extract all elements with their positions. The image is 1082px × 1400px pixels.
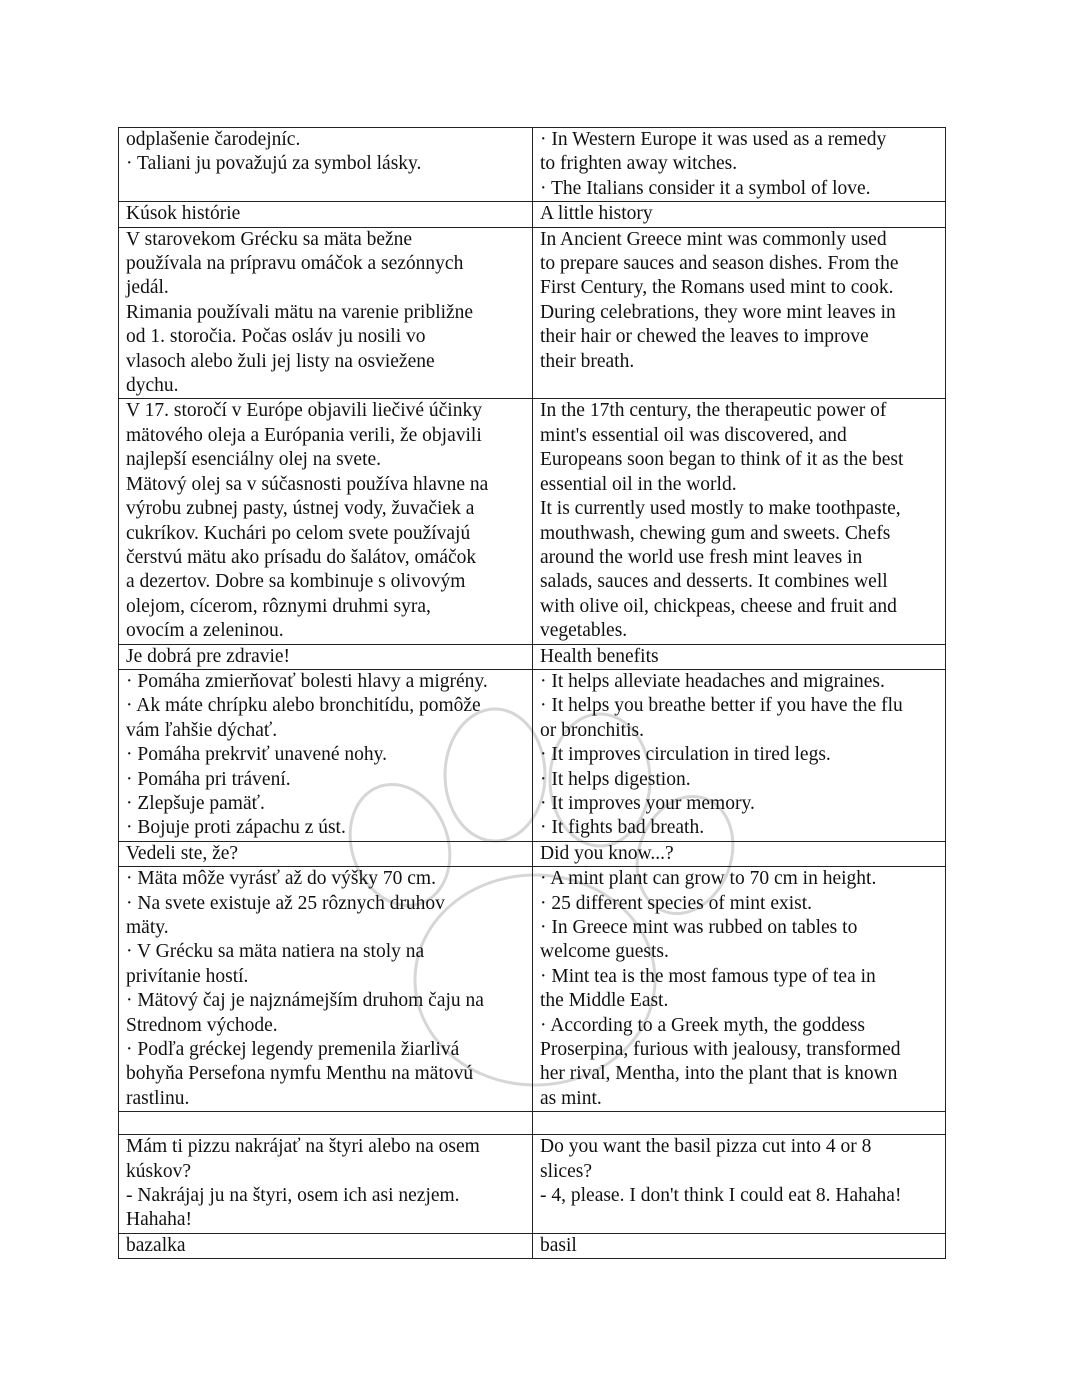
table-row (119, 1233, 946, 1258)
english-cell: · It helps alleviate headaches and migraines. · It helps you breathe better if you have the flu or bronchitis. · It improves circulation in tired legs. · It helps digestion. · It improves your memory. · It fights bad breath. (533, 669, 946, 841)
english-cell: In Ancient Greece mint was commonly used to prepare sauces and season dishes. From the First Century, the Romans used mint to cook. During celebrations, they wore mint leaves in their hair or chewed the leaves to improve their breath. (533, 227, 946, 399)
table-row (119, 399, 946, 644)
english-heading-cell: A little history (533, 202, 946, 227)
slovak-heading-cell: Vedeli ste, že? (119, 841, 533, 866)
slovak-cell (119, 1112, 533, 1135)
english-cell (533, 1112, 946, 1135)
table-row (119, 644, 946, 669)
slovak-cell: · Mäta môže vyrásť až do výšky 70 cm. · Na svete existuje až 25 rôznych druhov mäty. · V Grécku sa mäta natiera na stoly na privítanie hostí. · Mätový čaj je najznámejším druhom čaju na Strednom východe. · Podľa gréckej legendy premenila žiarlivá bohyňa Persefona nymfu Menthu na mätovú rastlinu. (119, 867, 533, 1112)
slovak-cell: bazalka (119, 1233, 533, 1258)
bilingual-table (118, 127, 946, 1259)
table-row (119, 867, 946, 1112)
slovak-cell: V 17. storočí v Európe objavili liečivé účinky mätového oleja a Európania verili, že objavili najlepší esenciálny olej na svete. Mätový olej sa v súčasnosti používa hlavne na výrobu zubnej pasty, ústnej vody, žuvačiek a cukríkov. Kuchári po celom svete používajú čerstvú mätu ako prísadu do šalátov, omáčok a dezertov. Dobre sa kombinuje s olivovým olejom, cícerom, rôznymi druhmi syra, ovocím a zeleninou. (119, 399, 533, 644)
english-cell: Do you want the basil pizza cut into 4 or 8 slices? - 4, please. I don't think I could eat 8. Hahaha! (533, 1135, 946, 1234)
table-row (119, 841, 946, 866)
english-cell: In the 17th century, the therapeutic power of mint's essential oil was discovered, and Europeans soon began to think of it as the best essential oil in the world. It is currently used mostly to make toothpaste, mouthwash, chewing gum and sweets. Chefs around the world use fresh mint leaves in salads, sauces and desserts. It combines well with olive oil, chickpeas, cheese and fruit and vegetables. (533, 399, 946, 644)
slovak-heading-cell: Je dobrá pre zdravie! (119, 644, 533, 669)
slovak-cell: · Pomáha zmierňovať bolesti hlavy a migrény. · Ak máte chrípku alebo bronchitídu, pomôže vám ľahšie dýchať. · Pomáha prekrviť unavené nohy. · Pomáha pri trávení. · Zlepšuje pamäť. · Bojuje proti zápachu z úst. (119, 669, 533, 841)
english-heading-cell: Health benefits (533, 644, 946, 669)
table-row (119, 1135, 946, 1234)
table-row (119, 227, 946, 399)
slovak-cell: V starovekom Grécku sa mäta bežne používala na prípravu omáčok a sezónnych jedál. Rimania používali mätu na varenie približne od 1. storočia. Počas osláv ju nosili vo vlasoch alebo žuli jej listy na osviežene dychu. (119, 227, 533, 399)
english-cell: · A mint plant can grow to 70 cm in height. · 25 different species of mint exist. · In Greece mint was rubbed on tables to welcome guests. · Mint tea is the most famous type of tea in the Middle East. · According to a Greek myth, the goddess Proserpina, furious with jealousy, transformed her rival, Mentha, into the plant that is known as mint. (533, 867, 946, 1112)
empty-table-row (119, 1112, 946, 1135)
slovak-cell: Mám ti pizzu nakrájať na štyri alebo na osem kúskov? - Nakrájaj ju na štyri, osem ich asi nezjem. Hahaha! (119, 1135, 533, 1234)
table-row (119, 669, 946, 841)
slovak-cell: odplašenie čarodejníc. · Taliani ju považujú za symbol lásky. (119, 128, 533, 202)
slovak-heading-cell: Kúsok histórie (119, 202, 533, 227)
table-row (119, 128, 946, 202)
english-cell: · In Western Europe it was used as a remedy to frighten away witches. · The Italians consider it a symbol of love. (533, 128, 946, 202)
table-row (119, 202, 946, 227)
english-heading-cell: Did you know...? (533, 841, 946, 866)
english-cell: basil (533, 1233, 946, 1258)
